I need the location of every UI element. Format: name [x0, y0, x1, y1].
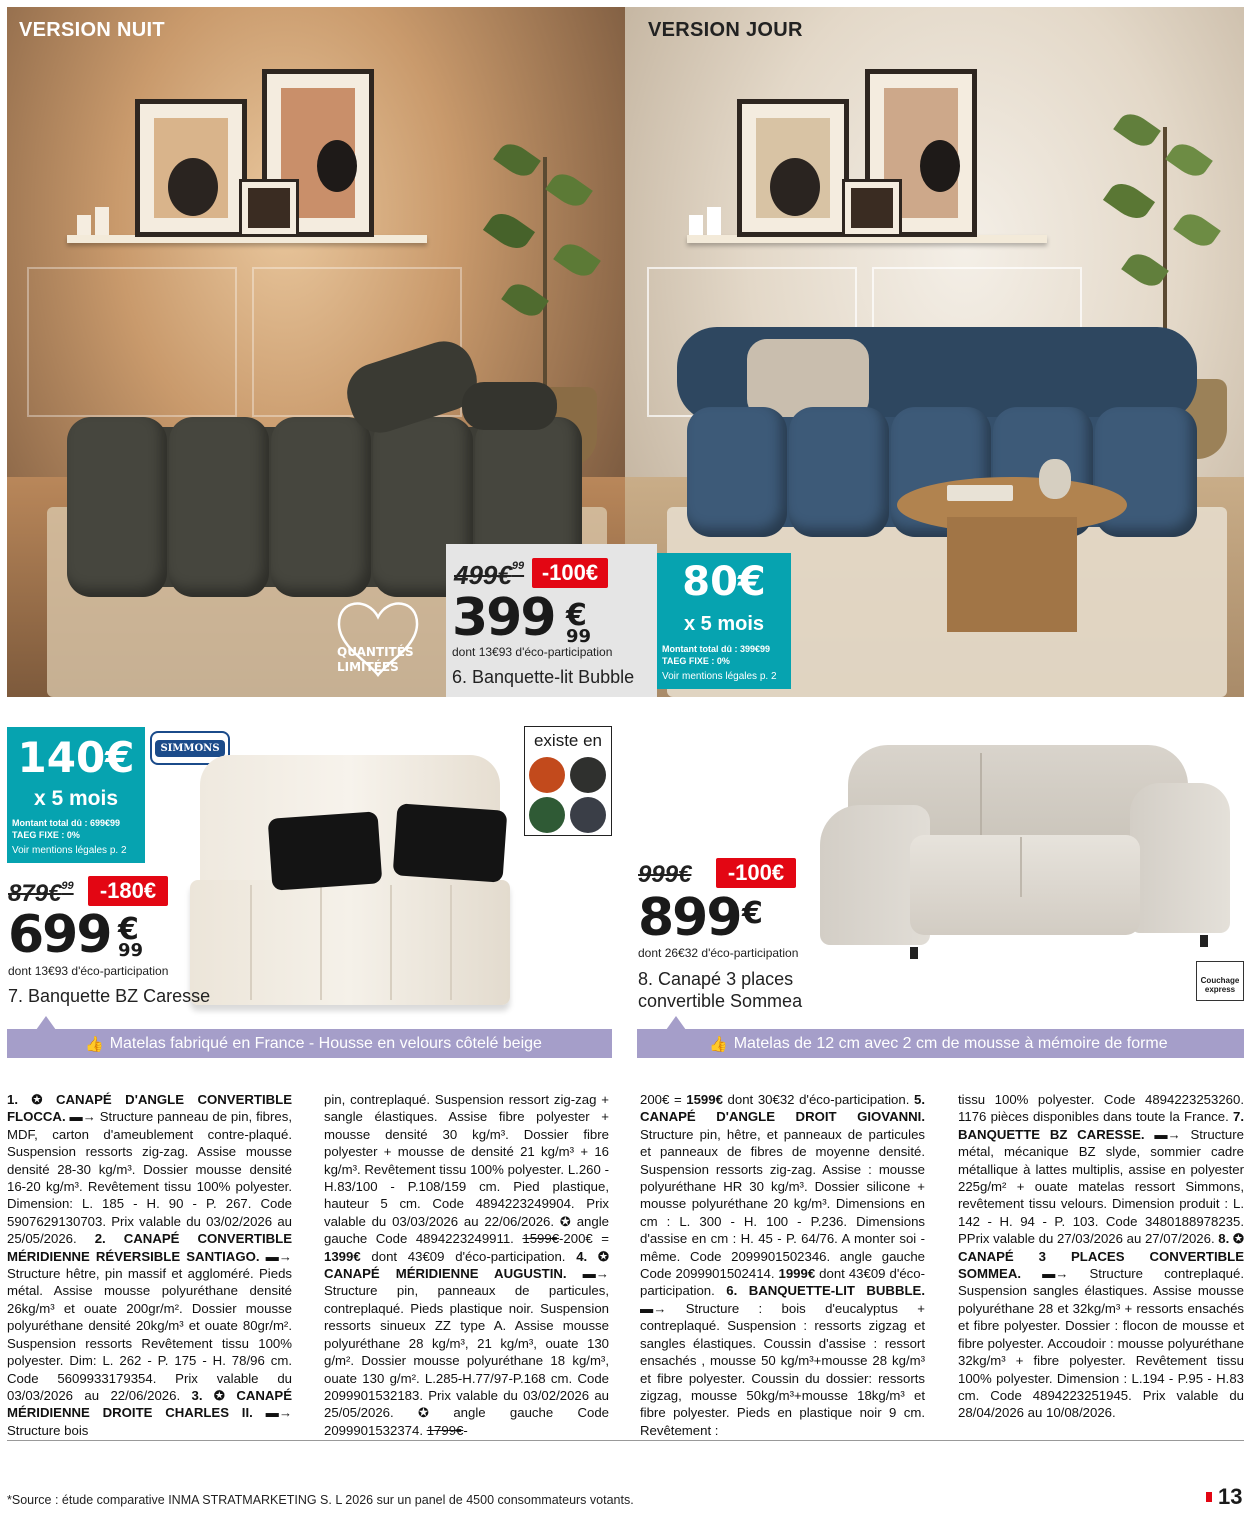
wall-art: [135, 99, 247, 237]
feature-banner-8: 👍 Matelas de 12 cm avec 2 cm de mousse à mémoire de forme: [637, 1029, 1244, 1058]
eco-participation: dont 13€93 d'éco-participation: [452, 645, 613, 659]
product6-price-card: 499€$^{99}$ -100€ 399 € 99: [446, 544, 657, 697]
couchage-express-badge: Couchage express: [1196, 961, 1244, 1001]
discount-badge: -100€: [716, 858, 796, 888]
black-cushion: [393, 803, 508, 882]
legal-column-1: 1. ✪ CANAPÉ D'ANGLE CONVERTIBLE FLOCCA. ▬→ Structure panneau de pin, fibres, MDF, carton d'ameublement contre-plaqué. Suspension ressorts zig-zag. Assise mousse densité 28-30 kg/m³. Dossier mousse densité 16-20 kg/m³. Revêtement tissu 100% polyester. Dimension: L. 185 - H. 90 - P. 267. Code 5907629130703. Prix valable du 03/02/2026 au 25/05/2026. 2. CANAPÉ CONVERTIBLE MÉRIDIENNE RÉVERSIBLE SANTIAGO. ▬→ Structure hêtre, pin massif et aggloméré. Pieds métal. Assise mousse polyuréthane densité 26kg/m³ et ouate 200gr/m². Dossier mousse polyuréthane densité 20kg/m³ et ouate 80gr/m². Suspension ressorts Revêtement tissu 100% polyester. Dim: L. 262 - P. 175 - H. 78/96 cm. Code 5609933179354. Prix valable du 03/03/2026 au 22/06/2026. 3. ✪ CANAPÉ MÉRIDIENNE DROITE CHARLES II. ▬→ Structure bois: [7, 1092, 293, 1438]
product-name: 8. Canapé 3 places convertible Sommea: [638, 969, 803, 1011]
credit-offer-7: 140€ x 5 mois Montant total dû : 699€99 TAEG FIXE : 0% Voir mentions légales p. 2: [7, 727, 145, 863]
current-price: 399: [452, 588, 555, 648]
legal-column-3: 200€ = 1599€ dont 30€32 d'éco-participation. 5. CANAPÉ D'ANGLE DROIT GIOVANNI. Structure pin, hêtre, et panneaux de particules et panneaux de fibres de moyenne densité. Suspension ressorts zig-zag. Assise : mousse polyuréthane HR 30 kg/m³. Dossier silicone + mousse polyuréthane 20 kg/m³. Dimensions en cm : L. 300 - H. 100 - P.236. Dimensions d'assise en cm : H. 45 - P. 64/76. A monter soi -même. Code 2099901502346. angle gauche Code 2099901502414. 1999€ dont 43€09 d'éco-participation. 6. BANQUETTE-LIT BUBBLE. ▬→ Structure : bois d'eucalyptus + contreplaqué. Suspension : ressorts zigzag et sangles élastiques. Coussin d'assise : ressort ensachés , mousse 50 kg/m³+mousse 28 kg/m³ et fibre polyester. Coussin du dossier: ressorts zigzag, mousse 50kg/m³+mousse 18kg/m³ et fibre polyester. Pieds en plastique noir 9 cm. Revêtement :: [640, 1092, 925, 1438]
discount-badge: -180€: [88, 876, 168, 906]
current-price: 899: [638, 888, 741, 948]
feature-banner-7: 👍 Matelas fabriqué en France - Housse en velours côtelé beige: [7, 1029, 612, 1058]
old-price: 999€: [638, 861, 692, 888]
page-marker: [1206, 1492, 1212, 1502]
current-price: 699: [8, 905, 111, 965]
eco-participation: dont 26€32 d'éco-participation: [638, 946, 799, 960]
divider: [7, 1440, 1244, 1441]
bz-caresse-image: [190, 745, 520, 1015]
color-swatch-green[interactable]: [529, 797, 565, 833]
old-price: 879€$^{99}$: [8, 880, 74, 907]
old-price: 499€$^{99}$: [454, 560, 525, 590]
black-cushion: [268, 811, 383, 890]
page-number: 13: [1218, 1484, 1243, 1509]
hero-image: [7, 7, 1244, 697]
limited-quantity-badge: QUANTITÉS LIMITÉES: [333, 597, 423, 677]
legal-column-2: pin, contreplaqué. Suspension ressort zig-zag + sangle élastiques. Assise fibre polyester + mousse densité 30 kg/m³. Dossier fibre polyester + mousse de densité 21 kg/m³ + 16 kg/m³. Revêtement tissu 100% polyester. L.260 - H.83/100 - P.108/159 cm. Pied plastique, hauteur 5 cm. Code 4894223249904. Prix valable du 03/03/2026 au 22/06/2026. ✪ angle gauche Code 4894223249911. 1599€-200€ = 1399€ dont 43€09 d'éco-participation. 4. ✪ CANAPÉ MÉRIDIENNE AUGUSTIN. ▬→ Structure pin, panneaux de particules, contreplaqué. Pieds plastique noir. Suspension ressorts sinueux ZZ type A. Assise mousse polyuréthane 28 kg/m³, 21 kg/m³, ouate 130 g/m². Dossier mousse polyuréthane 18 kg/m³, ouate 130 g/m². L.285-H.77/97-P.168 cm. Code 2099901532183. Prix valable du 03/02/2026 au 25/05/2026. ✪ angle gauche Code 2099901532374. 1799€-: [324, 1092, 609, 1438]
source-footnote: *Source : étude comparative INMA STRATMARKETING S. L 2026 sur un panel de 4500 consommateurs votants.: [7, 1493, 634, 1507]
thumbs-up-icon: 👍: [709, 1035, 728, 1053]
color-swatch-black[interactable]: [570, 757, 606, 793]
credit-offer-6: 80€ x 5 mois Montant total dû : 399€99 TAEG FIXE : 0% Voir mentions légales p. 2: [657, 553, 791, 689]
wall-art: [737, 99, 849, 237]
simmons-logo: SIMMONS: [150, 731, 230, 765]
color-swatch-navy[interactable]: [570, 797, 606, 833]
sommea-sofa-image: [800, 735, 1240, 965]
version-day-label: VERSION JOUR: [648, 19, 803, 41]
discount-badge: -100€: [532, 558, 608, 588]
color-swatch-rust[interactable]: [529, 757, 565, 793]
version-night-label: VERSION NUIT: [19, 19, 165, 41]
eco-participation: dont 13€93 d'éco-participation: [8, 964, 169, 978]
color-options: existe en: [524, 726, 612, 836]
thumbs-up-icon: 👍: [85, 1035, 104, 1053]
legal-column-4: tissu 100% polyester. Code 4894223253260. 1176 pièces disponibles dans toute la France. 7. BANQUETTE BZ CARESSE. ▬→ Structure métal, mécanique BZ slyde, sommier cadre métallique à lattes multiplis, assise en polyester 225g/m² + ouate matelas ressort Simmons, revêtement tissu velours. Dimension produit : L. 142 - H. 94 - P. 103. Code 3480188978235. PPrix valable du 27/03/2026 au 27/07/2026. 8. ✪ CANAPÉ 3 PLACES CONVERTIBLE SOMMEA. ▬→ Structure contreplaqué. Suspension sangles élastiques. Assise mousse polyuréthane 28 et 32kg/m³ + ressorts ensachés et fibre polyester. Dossier : flocon de mousse et fibre polyester. Accoudoir : mousse polyuréthane 32kg/m³ + fibre polyester. Revêtement tissu 100% polyester. Dimension : L.194 - P.95 - H.83 cm. Code 4894223251945. Prix valable du 28/04/2026 au 10/08/2026.: [958, 1092, 1245, 1421]
plant: [477, 127, 617, 407]
product-name: 6. Banquette-lit Bubble: [452, 667, 635, 687]
product-name: 7. Banquette BZ Caresse: [8, 986, 211, 1006]
